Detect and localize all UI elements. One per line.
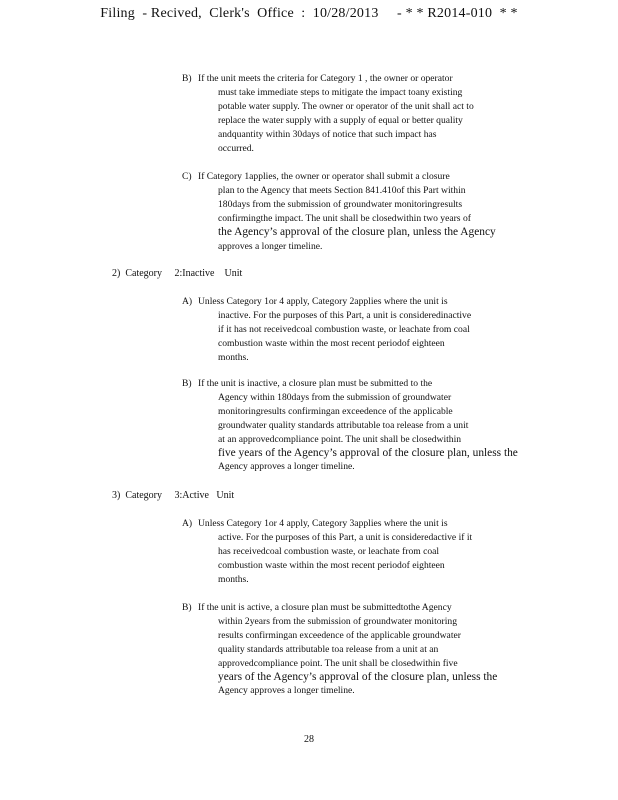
- item-1b: [182, 72, 474, 155]
- section-heading-category-3: 3) Category 3:Active Unit: [112, 490, 235, 501]
- text-line: combustion waste within the most recent periodof eighteen: [218, 559, 445, 571]
- text-line: quality standards attributable toa release from a unit at an: [218, 643, 439, 655]
- item-2a: [182, 295, 471, 365]
- text-line: andquantity within 30days of notice that such impact has: [218, 128, 437, 140]
- page-number: 28: [304, 734, 314, 745]
- item-marker: B): [182, 378, 192, 389]
- text-line: at an approvedcompliance point. The unit shall be closedwithin: [218, 433, 462, 445]
- text-line: if it has not receivedcoal combustion waste, or leachate from coal: [218, 323, 470, 335]
- text-line: five years of the Agency’s approval of the closure plan, unless the: [218, 446, 518, 459]
- text-line: Unless Category 1or 4 apply, Category 2applies where the unit is: [198, 296, 448, 307]
- text-line: combustion waste within the most recent periodof eighteen: [218, 337, 445, 349]
- item-marker: A): [182, 518, 193, 529]
- text-line: the Agency’s approval of the closure plan, unless the Agency: [218, 225, 496, 238]
- text-line: Agency within 180days from the submission of groundwater: [218, 391, 452, 403]
- text-line: occurred.: [218, 142, 254, 154]
- text-line: active. For the purposes of this Part, a unit is consideredactive if it: [218, 531, 473, 543]
- text-line: results confirmingan exceedence of the applicable groundwater: [218, 629, 461, 641]
- item-marker: A): [182, 296, 193, 307]
- item-marker: C): [182, 171, 192, 182]
- text-line: Agency approves a longer timeline.: [218, 461, 355, 473]
- text-line: must take immediate steps to mitigate the impact toany existing: [218, 86, 463, 98]
- text-line: If the unit is active, a closure plan must be submittedtothe Agency: [198, 602, 452, 613]
- section-heading-category-2: 2) Category 2:Inactive Unit: [112, 268, 243, 279]
- text-line: confirmingthe impact. The unit shall be closedwithin two years of: [218, 212, 471, 224]
- text-line: monitoringresults confirmingan exceedence of the applicable: [218, 405, 453, 417]
- text-line: approves a longer timeline.: [218, 240, 323, 252]
- item-3b: [182, 601, 497, 698]
- filing-header: Filing - Recived, Clerk's Office : 10/28/2013 - * * R2014-010 * *: [100, 6, 518, 21]
- text-line: replace the water supply with a supply of equal or better quality: [218, 114, 463, 126]
- text-line: inactive. For the purposes of this Part, a unit is consideredinactive: [218, 309, 472, 321]
- text-line: If the unit is inactive, a closure plan must be submitted to the: [198, 378, 433, 389]
- item-1c: [182, 170, 496, 253]
- item-marker: B): [182, 73, 192, 84]
- text-line: 180days from the submission of groundwater monitoringresults: [218, 198, 463, 210]
- text-line: Unless Category 1or 4 apply, Category 3applies where the unit is: [198, 518, 448, 529]
- text-line: has receivedcoal combustion waste, or leachate from coal: [218, 545, 440, 557]
- item-2b: [182, 377, 518, 474]
- text-line: months.: [218, 573, 249, 585]
- text-line: potable water supply. The owner or operator of the unit shall act to: [218, 100, 474, 112]
- text-line: groundwater quality standards attributable toa release from a unit: [218, 419, 469, 431]
- text-line: months.: [218, 351, 249, 363]
- text-line: If Category 1applies, the owner or operator shall submit a closure: [198, 171, 450, 182]
- text-line: within 2years from the submission of groundwater monitoring: [218, 615, 458, 627]
- text-line: approvedcompliance point. The unit shall be closedwithin five: [218, 657, 458, 669]
- item-3a: [182, 517, 472, 587]
- text-line: If the unit meets the criteria for Category 1 , the owner or operator: [198, 73, 453, 84]
- text-line: Agency approves a longer timeline.: [218, 685, 355, 697]
- item-marker: B): [182, 602, 192, 613]
- text-line: years of the Agency’s approval of the closure plan, unless the: [218, 670, 498, 683]
- text-line: plan to the Agency that meets Section 841.410of this Part within: [218, 184, 466, 196]
